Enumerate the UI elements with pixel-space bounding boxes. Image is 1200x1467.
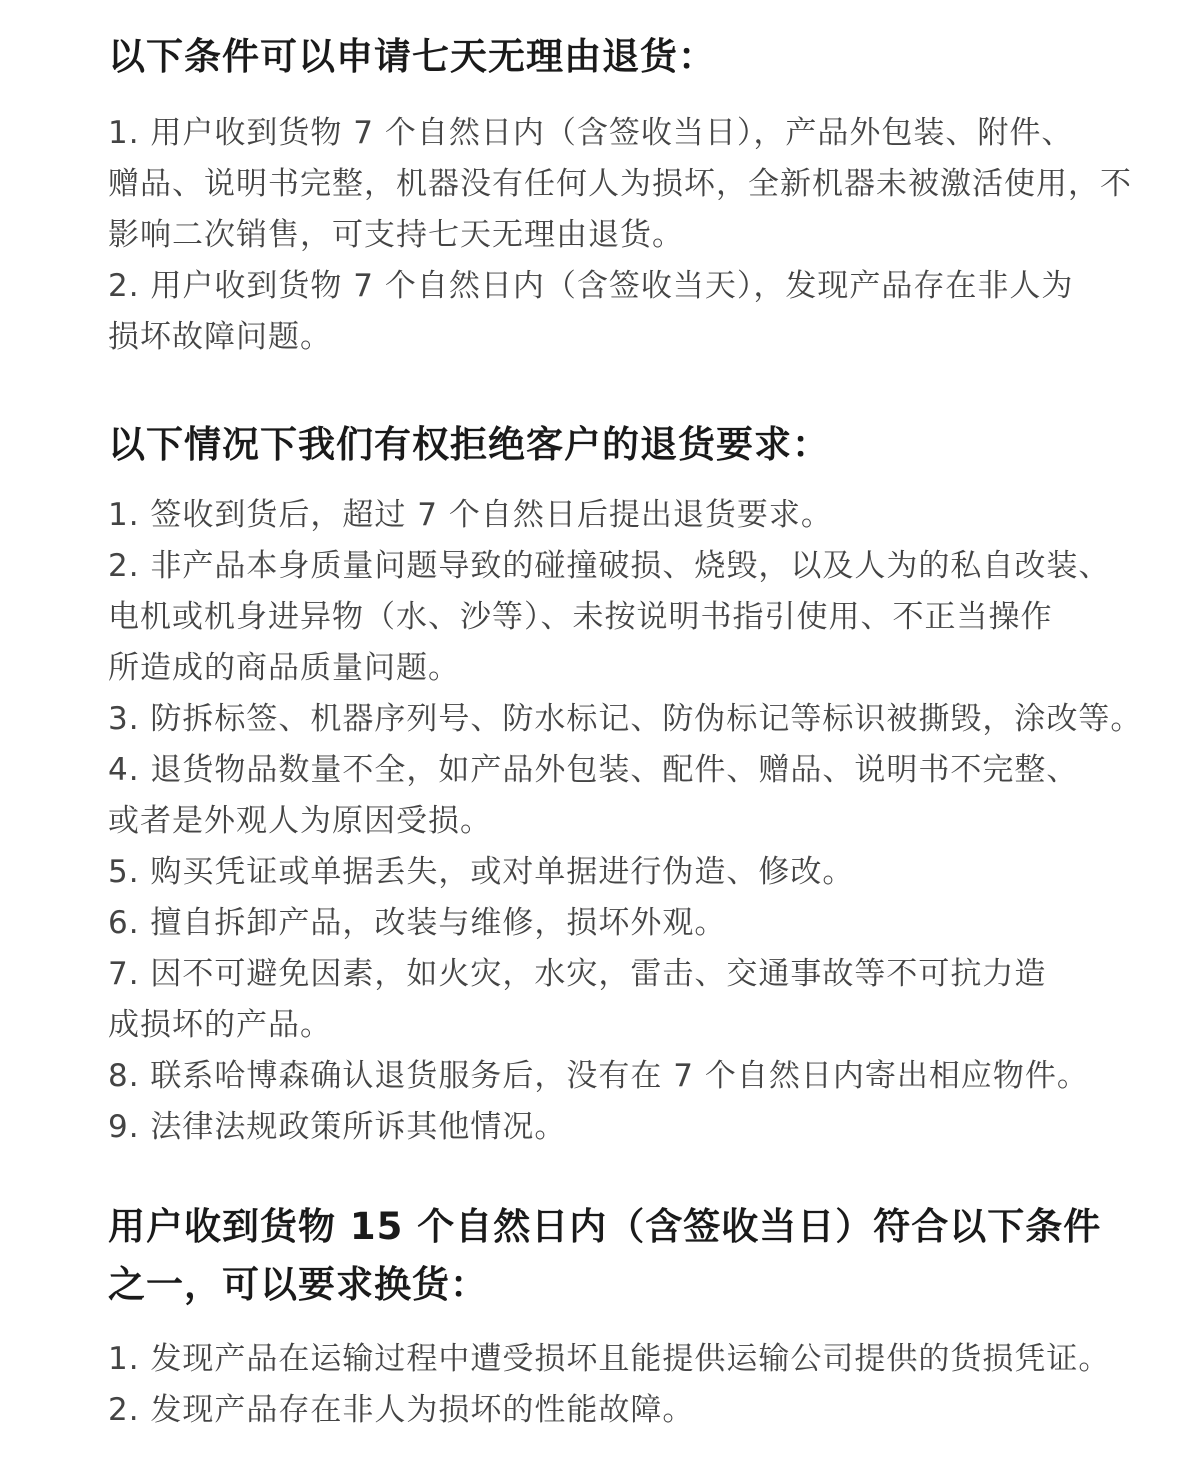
return-refusal-list: [108, 490, 1142, 1153]
list-item: [108, 898, 1142, 949]
list-item-line: 电机或机身进异物（水、沙等）、未按说明书指引使用、不正当操作: [108, 599, 1053, 635]
list-item: [108, 1102, 1142, 1153]
heading-line: 用户收到货物 15 个自然日内（含签收当日）符合以下条件: [108, 1205, 1102, 1248]
return-conditions-heading: [108, 28, 716, 86]
list-item: [108, 847, 1142, 898]
list-item-line: 或者是外观人为原因受损。: [108, 803, 492, 839]
list-item-line: 2. 非产品本身质量问题导致的碰撞破损、烧毁，以及人为的私自改装、: [108, 548, 1111, 584]
list-item: [108, 1334, 1110, 1385]
list-item: [108, 261, 1132, 363]
exchange-conditions-list: [108, 1334, 1110, 1436]
list-item-line: 1. 发现产品在运输过程中遭受损坏且能提供运输公司提供的货损凭证。: [108, 1341, 1111, 1377]
exchange-conditions-heading: [108, 1198, 1101, 1314]
list-item-line: 8. 联系哈博森确认退货服务后，没有在 7 个自然日内寄出相应物件。: [108, 1058, 1089, 1094]
list-item-line: 损坏故障问题。: [108, 319, 332, 355]
list-item-line: 3. 防拆标签、机器序列号、防水标记、防伪标记等标识被撕毁，涂改等。: [108, 701, 1143, 737]
list-item-line: 7. 因不可避免因素，如火灾，水灾，雷击、交通事故等不可抗力造: [108, 956, 1047, 992]
list-item: [108, 108, 1132, 261]
list-item-line: 9. 法律法规政策所诉其他情况。: [108, 1109, 567, 1145]
list-item-line: 2. 用户收到货物 7 个自然日内（含签收当天），发现产品存在非人为: [108, 268, 1074, 304]
list-item: [108, 1051, 1142, 1102]
heading-line: 以下条件可以申请七天无理由退货：: [108, 35, 716, 78]
list-item: [108, 541, 1142, 694]
list-item-line: 4. 退货物品数量不全，如产品外包装、配件、赠品、说明书不完整、: [108, 752, 1079, 788]
list-item: [108, 745, 1142, 847]
list-item-line: 1. 用户收到货物 7 个自然日内（含签收当日），产品外包装、附件、: [108, 115, 1074, 151]
list-item: [108, 490, 1142, 541]
list-item-line: 1. 签收到货后，超过 7 个自然日后提出退货要求。: [108, 497, 833, 533]
list-item-line: 影响二次销售，可支持七天无理由退货。: [108, 217, 684, 253]
list-item-line: 2. 发现产品存在非人为损坏的性能故障。: [108, 1392, 695, 1428]
heading-line: 之一，可以要求换货：: [108, 1263, 488, 1306]
return-conditions-list: [108, 108, 1132, 363]
list-item: [108, 694, 1142, 745]
return-refusal-heading: [108, 416, 830, 474]
list-item-line: 6. 擅自拆卸产品，改装与维修，损坏外观。: [108, 905, 727, 941]
list-item: [108, 1385, 1110, 1436]
list-item-line: 所造成的商品质量问题。: [108, 650, 460, 686]
heading-line: 以下情况下我们有权拒绝客户的退货要求：: [108, 423, 830, 466]
list-item-line: 5. 购买凭证或单据丢失，或对单据进行伪造、修改。: [108, 854, 855, 890]
list-item-line: 成损坏的产品。: [108, 1007, 332, 1043]
list-item-line: 赠品、说明书完整，机器没有任何人为损坏，全新机器未被激活使用，不: [108, 166, 1132, 202]
list-item: [108, 949, 1142, 1051]
